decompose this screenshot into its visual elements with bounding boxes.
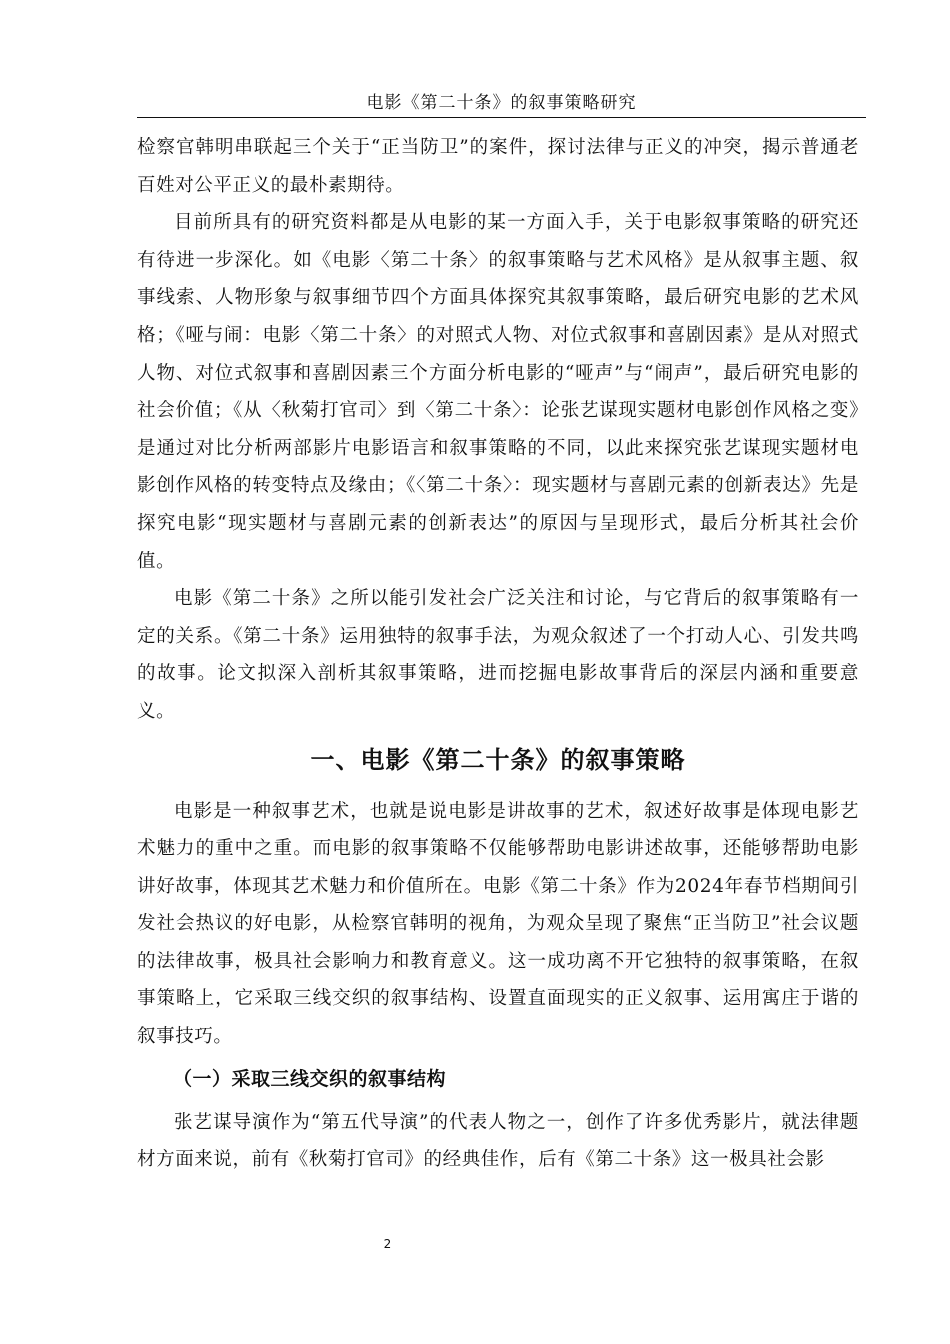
- paragraph-section-intro: 电影是一种叙事艺术，也就是说电影是讲故事的艺术，叙述好故事是体现电影艺术魅力的重中之重。而电影的叙事策略不仅能够帮助电影讲述故事，还能够帮助电影讲好故事，体现其艺术魅力和价值所在。电影《第二十条》作为2024年春节档期间引发社会热议的好电影，从检察官韩明的视角，为观众呈现了聚焦“正当防卫”社会议题的法律故事，极具社会影响力和教育意义。这一成功离不开它独特的叙事策略，在叙事策略上，它采取三线交织的叙事结构、设置直面现实的正义叙事、运用寓庄于谐的叙事技巧。: [137, 800, 859, 1048]
- header-rule: [137, 117, 866, 118]
- subsection-heading: （一）采取三线交织的叙事结构: [173, 1067, 447, 1090]
- section-heading: 一、电影《第二十条》的叙事策略: [310, 745, 686, 774]
- page-number: 2: [383, 1237, 392, 1251]
- paragraph-continued: 检察官韩明串联起三个关于“正当防卫”的案件，探讨法律与正义的冲突，揭示普通老百姓对公平正义的最朴素期待。: [137, 137, 859, 196]
- paragraph-subsection-intro: 张艺谋导演作为“第五代导演”的代表人物之一，创作了许多优秀影片，就法律题材方面来说，前有《秋菊打官司》的经典佳作，后有《第二十条》这一极具社会影: [137, 1111, 859, 1171]
- paragraph-literature-review: 目前所具有的研究资料都是从电影的某一方面入手，关于电影叙事策略的研究还有待进一步深化。如《电影〈第二十条〉的叙事策略与艺术风格》是从叙事主题、叙事线索、人物形象与叙事细节四个方面具体探究其叙事策略，最后研究电影的艺术风格；《哑与闹：电影〈第二十条〉的对照式人物、对位式叙事和喜剧因素》是从对照式人物、对位式叙事和喜剧因素三个方面分析电影的“哑声”与“闹声”，最后研究电影的社会价值；《从〈秋菊打官司〉到〈第二十条〉：论张艺谋现实题材电影创作风格之变》是通过对比分析两部影片电影语言和叙事策略的不同，以此来探究张艺谋现实题材电影创作风格的转变特点及缘由；《〈第二十条〉：现实题材与喜剧元素的创新表达》先是探究电影“现实题材与喜剧元素的创新表达”的原因与呈现形式，最后分析其社会价值。: [137, 212, 859, 572]
- running-header: 电影《第二十条》的叙事策略研究: [366, 93, 637, 113]
- paragraph-research-aim: 电影《第二十条》之所以能引发社会广泛关注和讨论，与它背后的叙事策略有一定的关系。《第二十条》运用独特的叙事手法，为观众叙述了一个打动人心、引发共鸣的故事。论文拟深入剖析其叙事策略，进而挖掘电影故事背后的深层内涵和重要意义。: [137, 588, 859, 722]
- body-text: [137, 129, 859, 1179]
